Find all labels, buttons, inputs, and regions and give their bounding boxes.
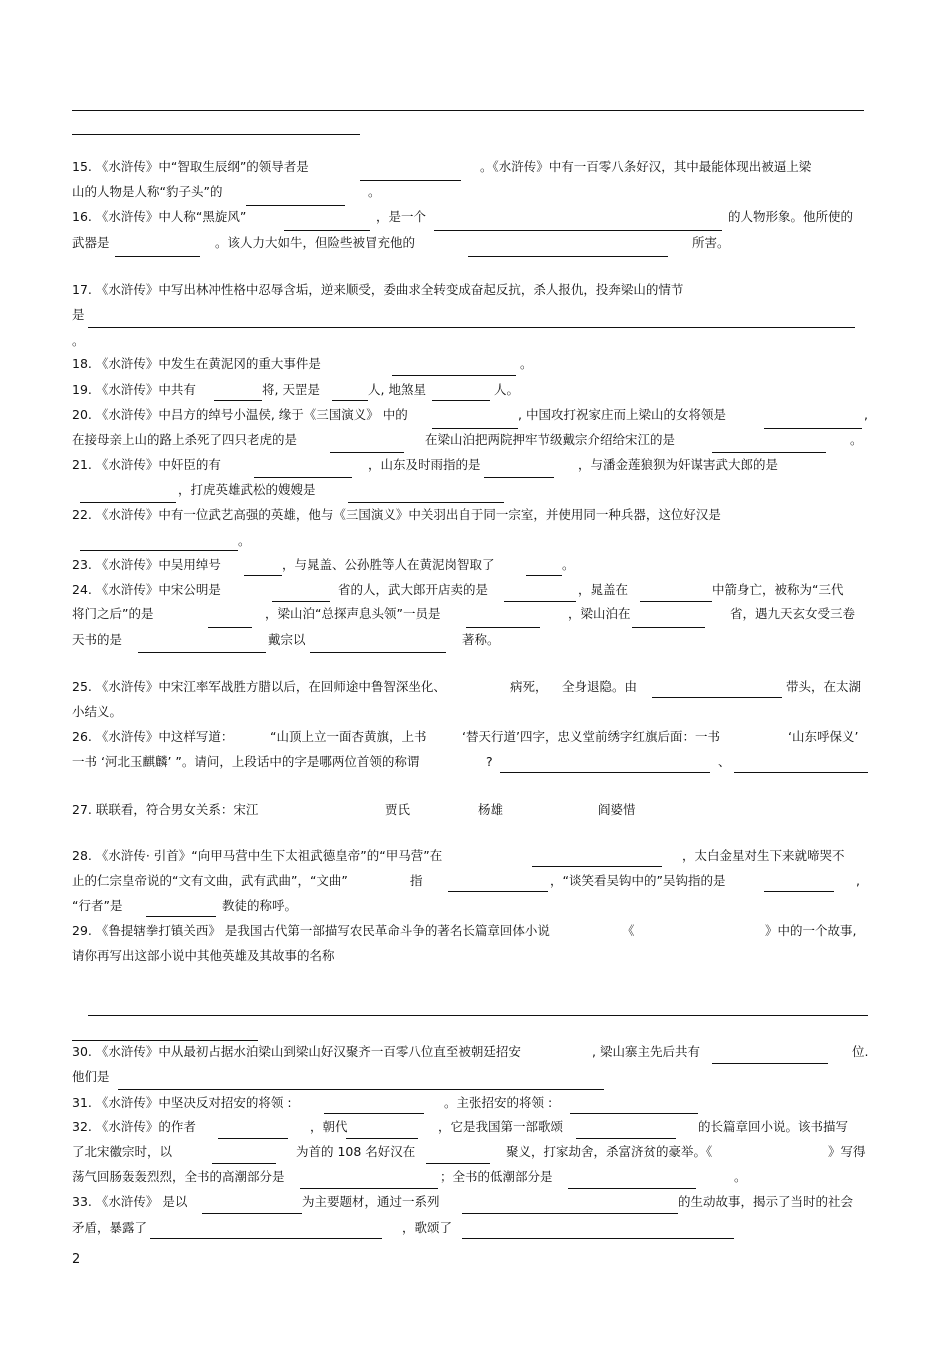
answer-blank[interactable] xyxy=(432,400,490,401)
answer-blank[interactable] xyxy=(212,1163,276,1164)
text-segment: 、 xyxy=(718,754,731,769)
text-segment: 。 xyxy=(368,184,381,199)
text-segment: ，梁山泊“总探声息头领”一员是 xyxy=(265,606,441,621)
text-segment: 戴宗以 xyxy=(268,632,306,647)
top-rule-long xyxy=(72,110,864,111)
answer-blank[interactable] xyxy=(568,1188,696,1189)
text-segment: ，“谈笑看吴钩中的”吴钩指的是 xyxy=(550,873,726,888)
text-segment: 。该人力大如牛，但险些被冒充他的 xyxy=(215,235,416,250)
text-segment: 。《水浒传》中有一百零八条好汉，其中最能体现出被逼上梁 xyxy=(480,159,812,174)
text-segment: 《 xyxy=(622,923,635,938)
text-segment: ，山东及时雨指的是 xyxy=(368,457,481,472)
text-segment: “行者”是 xyxy=(72,898,123,913)
answer-blank[interactable] xyxy=(330,452,404,453)
text-segment: 25. 《水浒传》中宋江率军战胜方腊以后，在回师途中鲁智深坐化、 xyxy=(72,679,446,694)
text-segment: ，歌颂了 xyxy=(402,1220,453,1235)
text-segment: ，打虎英雄武松的嫂嫂是 xyxy=(178,482,316,497)
answer-blank[interactable] xyxy=(500,772,710,773)
answer-blank[interactable] xyxy=(218,1138,288,1139)
text-segment: 阎婆惜 xyxy=(598,802,636,817)
text-segment: 28. 《水浒传· 引首》“向甲马营中生下太祖武德皇帝”的“甲马营”在 xyxy=(72,848,443,863)
answer-blank[interactable] xyxy=(652,697,782,698)
text-segment: 29. 《鲁提辖拳打镇关西》 是我国古代第一部描写农民革命斗争的著名长篇章回体小说 xyxy=(72,923,550,938)
text-segment: 中箭身亡，被称为“三代 xyxy=(712,582,844,597)
text-segment: 18. 《水浒传》中发生在黄泥冈的重大事件是 xyxy=(72,356,321,371)
text-segment: 山的人物是人称“豹子头”的 xyxy=(72,184,223,199)
answer-blank[interactable] xyxy=(434,230,722,231)
answer-blank[interactable] xyxy=(576,1138,676,1139)
answer-blank[interactable] xyxy=(214,400,262,401)
text-segment: ‘山东呼保义’ xyxy=(788,729,859,744)
text-segment: 。 xyxy=(562,557,575,572)
text-segment: , xyxy=(856,873,860,888)
answer-blank[interactable] xyxy=(764,891,834,892)
text-segment: 在接母亲上山的路上杀死了四只老虎的是 xyxy=(72,432,298,447)
answer-blank[interactable] xyxy=(208,627,252,628)
text-segment: 26. 《水浒传》中这样写道： xyxy=(72,729,234,744)
text-segment: 31. 《水浒传》中坚决反对招安的将领 : xyxy=(72,1095,292,1110)
answer-blank[interactable] xyxy=(360,180,461,181)
answer-blank[interactable] xyxy=(284,230,370,231)
answer-blank[interactable] xyxy=(640,601,712,602)
text-segment: 21. 《水浒传》中奸臣的有 xyxy=(72,457,221,472)
text-segment: 。 xyxy=(850,432,863,447)
answer-blank[interactable] xyxy=(764,428,862,429)
answer-blank[interactable] xyxy=(138,652,266,653)
answer-blank[interactable] xyxy=(254,477,352,478)
text-segment: 的长篇章回小说。该书描写 xyxy=(698,1119,849,1134)
text-segment: 小结义。 xyxy=(72,704,123,719)
text-segment: 将, 天罡是 xyxy=(262,382,320,397)
answer-blank[interactable] xyxy=(346,1138,418,1139)
text-segment: 了北宋徽宗时，以 xyxy=(72,1144,173,1159)
text-segment: 。 xyxy=(72,333,85,348)
answer-blank[interactable] xyxy=(712,1063,828,1064)
text-segment: 为主要题材，通过一系列 xyxy=(302,1194,440,1209)
text-segment: 全身退隐。由 xyxy=(562,679,638,694)
answer-blank[interactable] xyxy=(80,502,176,503)
answer-blank[interactable] xyxy=(244,575,282,576)
answer-blank[interactable] xyxy=(462,1213,678,1214)
text-segment: ? xyxy=(486,754,493,769)
text-segment: 》中的一个故事, xyxy=(765,923,857,938)
text-segment: ，梁山泊在 xyxy=(568,606,631,621)
text-segment: ，晁盖在 xyxy=(578,582,629,597)
answer-blank[interactable] xyxy=(115,256,200,257)
text-segment: ，太白金星对生下来就啼哭不 xyxy=(682,848,845,863)
text-segment: 一书 ‘河北玉麒麟’ ”。请问，上段话中的字是哪两位首领的称谓 xyxy=(72,754,420,769)
text-segment: 人, 地煞星 xyxy=(368,382,426,397)
text-segment: 贾氏 xyxy=(385,802,411,817)
answer-blank[interactable] xyxy=(348,502,504,503)
text-segment: 16. 《水浒传》中人称“黑旋风” xyxy=(72,209,247,224)
text-segment: , xyxy=(864,407,868,422)
answer-blank[interactable] xyxy=(462,1238,734,1239)
text-segment: 指 xyxy=(410,873,423,888)
answer-blank[interactable] xyxy=(80,550,238,551)
text-segment: 杨雄 xyxy=(478,802,504,817)
text-segment: 省的人，武大郎开店卖的是 xyxy=(338,582,489,597)
text-segment: 17. 《水浒传》中写出林冲性格中忍辱含垢，逆来顺受，委曲求全转变成奋起反抗，杀人报仇，投奔梁山的情节 xyxy=(72,282,684,297)
text-segment: ，与潘金莲狼狈为奸谋害武大郎的是 xyxy=(578,457,779,472)
text-segment: 。主张招安的将领 : xyxy=(444,1095,553,1110)
text-segment: 在梁山泊把两院押牢节级戴宗介绍给宋江的是 xyxy=(425,432,676,447)
text-segment: 位. xyxy=(852,1044,869,1059)
answer-blank[interactable] xyxy=(88,1015,868,1016)
text-segment: “山顶上立一面杏黄旗，上书 xyxy=(270,729,427,744)
answer-blank[interactable] xyxy=(734,772,868,773)
answer-blank[interactable] xyxy=(466,627,540,628)
page-number: 2 xyxy=(72,1252,81,1267)
answer-blank[interactable] xyxy=(570,1113,698,1114)
answer-blank[interactable] xyxy=(468,256,668,257)
answer-blank[interactable] xyxy=(310,652,446,653)
answer-blank[interactable] xyxy=(526,575,562,576)
text-segment: 。 xyxy=(520,356,533,371)
answer-blank[interactable] xyxy=(448,891,548,892)
answer-blank[interactable] xyxy=(324,1113,424,1114)
answer-blank[interactable] xyxy=(300,1188,438,1189)
text-segment: 带头，在太湖 xyxy=(786,679,862,694)
text-segment: 省，遇九天玄女受三卷 xyxy=(730,606,856,621)
answer-blank[interactable] xyxy=(532,866,662,867)
text-segment: , 中国攻打祝家庄而上梁山的女将领是 xyxy=(518,407,726,422)
text-segment: 止的仁宗皇帝说的“文有文曲，武有武曲”，“文曲” xyxy=(72,873,348,888)
answer-blank[interactable] xyxy=(118,1089,604,1090)
text-segment: 是 xyxy=(72,307,85,322)
text-segment: 22. 《水浒传》中有一位武艺高强的英雄，他与《三国演义》中关羽出自于同一宗室，并使用同一种兵器，这位好汉是 xyxy=(72,507,721,522)
text-segment: 矛盾，暴露了 xyxy=(72,1220,148,1235)
text-segment: ‘替天行道’四字，忠义堂前绣字红旗后面：一书 xyxy=(462,729,720,744)
text-segment: ；全书的低潮部分是 xyxy=(440,1169,553,1184)
text-segment: 教徒的称呼。 xyxy=(222,898,298,913)
text-segment: 19. 《水浒传》中共有 xyxy=(72,382,196,397)
text-segment: , 梁山寨主先后共有 xyxy=(592,1044,700,1059)
text-segment: 的生动故事，揭示了当时的社会 xyxy=(678,1194,854,1209)
text-segment: ，它是我国第一部歌颂 xyxy=(438,1119,564,1134)
text-segment: ，与晁盖、公孙胜等人在黄泥岗智取了 xyxy=(282,557,495,572)
top-rule-short xyxy=(72,134,360,135)
text-segment: ，是一个 xyxy=(376,209,427,224)
answer-blank[interactable] xyxy=(246,205,345,206)
answer-blank[interactable] xyxy=(88,327,855,328)
text-segment: 27. 联联看，符合男女关系：宋江 xyxy=(72,802,259,817)
text-segment: ，朝代 xyxy=(310,1119,348,1134)
answer-blank[interactable] xyxy=(146,916,216,917)
text-segment: 武器是 xyxy=(72,235,110,250)
text-segment: 。 xyxy=(734,1169,747,1184)
text-segment: 32. 《水浒传》的作者 xyxy=(72,1119,196,1134)
text-segment: 将门之后”的是 xyxy=(72,606,154,621)
answer-blank[interactable] xyxy=(392,375,516,376)
text-segment: 》写得 xyxy=(828,1144,866,1159)
text-segment: 荡气回肠轰轰烈烈，全书的高潮部分是 xyxy=(72,1169,285,1184)
text-segment: 为首的 108 名好汉在 xyxy=(296,1144,416,1159)
text-segment: 15. 《水浒传》中“智取生辰纲”的领导者是 xyxy=(72,159,309,174)
answer-blank[interactable] xyxy=(712,452,826,453)
text-segment: 33. 《水浒传》 是以 xyxy=(72,1194,188,1209)
answer-blank[interactable] xyxy=(272,601,330,602)
answer-blank[interactable] xyxy=(426,1163,490,1164)
answer-blank[interactable] xyxy=(484,477,554,478)
answer-blank[interactable] xyxy=(72,1040,258,1041)
answer-blank[interactable] xyxy=(432,428,518,429)
text-segment: 23. 《水浒传》中吴用绰号 xyxy=(72,557,221,572)
text-segment: 请你再写出这部小说中其他英雄及其故事的名称 xyxy=(72,948,335,963)
text-segment: 他们是 xyxy=(72,1069,110,1084)
text-segment: 24. 《水浒传》中宋公明是 xyxy=(72,582,221,597)
text-segment: 30. 《水浒传》中从最初占据水泊梁山到梁山好汉聚齐一百零八位直至被朝廷招安 xyxy=(72,1044,521,1059)
text-segment: 。 xyxy=(238,533,251,548)
text-segment: 人。 xyxy=(494,382,520,397)
answer-blank[interactable] xyxy=(150,1238,382,1239)
text-segment: 的人物形象。他所使的 xyxy=(728,209,854,224)
text-segment: 病死， xyxy=(510,679,548,694)
answer-blank[interactable] xyxy=(504,601,576,602)
answer-blank[interactable] xyxy=(632,627,705,628)
answer-blank[interactable] xyxy=(202,1213,302,1214)
text-segment: 20. 《水浒传》中吕方的绰号小温侯, 缘于《三国演义》 中的 xyxy=(72,407,408,422)
answer-blank[interactable] xyxy=(332,400,368,401)
text-segment: 天书的是 xyxy=(72,632,123,647)
text-segment: 所害。 xyxy=(692,235,730,250)
text-segment: 聚义，打家劫舍，杀富济贫的豪举。《 xyxy=(506,1144,713,1159)
text-segment: 著称。 xyxy=(462,632,500,647)
